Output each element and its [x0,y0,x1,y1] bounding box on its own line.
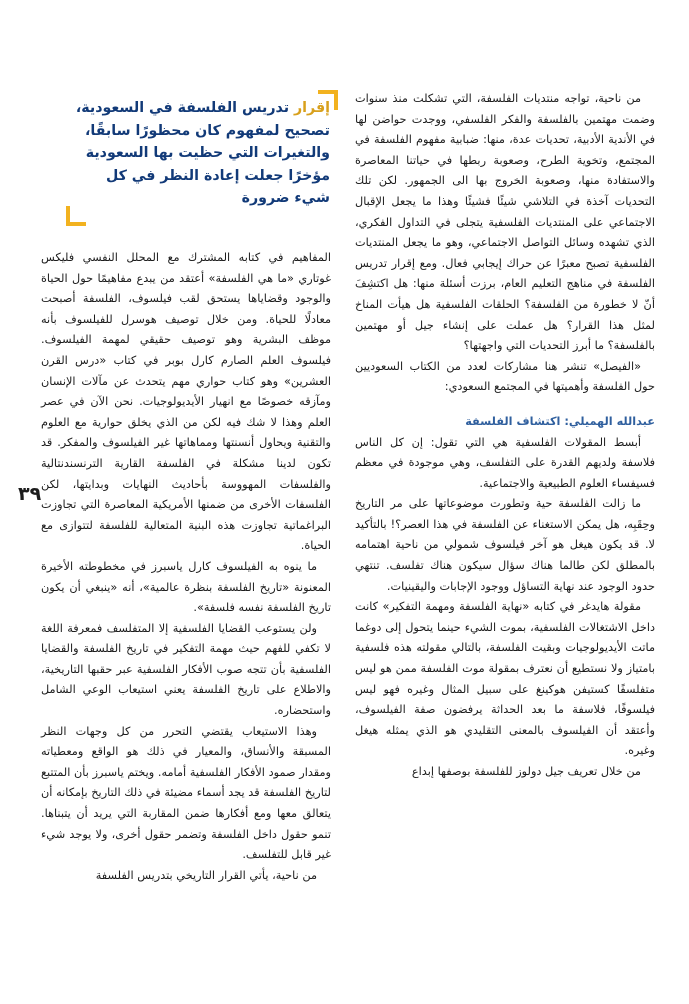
paragraph: من ناحية، يأتي القرار التاريخي بتدريس الفلسفة [95,868,317,882]
paragraph: ولن يستوعب القضايا الفلسفية إلا المتفلسف فمعرفة اللغة لا تكفي للفهم حيث مهمة التفكير في تاريخ الفلسفة والقضايا الفلسفية بأن تتجه صوب الأفكار الفلسفية عبر حقبها التاريخية، والاطلاع على تاريخ الفلسفة يعني استيعاب الوعي الشامل واستحضاره. [41,621,331,718]
paragraph: ما زالت الفلسفة حية وتطورت موضوعاتها على مر التاريخ وحِقَبِه، هل يمكن الاستغناء عن الفلسفة في هذا العصر؟! بالتأكيد لا. قد يكون هيغل هو آخر فيلسوف شمولي من ناحية اهتمامه بالمطلق لكن طالما هناك سؤال سيكون هناك تفلسف. تنتهي حدود الوجود عند نهاية التساؤل ووجود الإجابات واليقينيات. [355,497,655,593]
pull-quote [70,97,330,210]
pull-quote-highlight: إقرار [293,100,330,116]
right-column [355,89,655,783]
paragraph: من ناحية، تواجه منتديات الفلسفة، التي تشكلت منذ سنوات وضمت مهتمين بالفلسفة والفكر الفلسفي، ووجدت حواضن لها في الأندية الأدبية، تحديات عدة، منها: ضبابية مفهوم الفلسفة في المجتمع، وتخوية الطرح، وصعوبة ربطها في حياتنا المعاصرة والاستفادة منها، وصعوبة الخروج بها الى الجمهور. لكن تلك التحديات آخذة في التلاشي شيئًا فشيئًا وهذا ما يجعل الإقبال الاجتماعي على المنتديات الفلسفية يتجلى في التداول الفكري، الذي تشهده وسائل التواصل الاجتماعي، وهو ما يجعل المنتديات الفلسفية تصبح معبرًا عن حراك إيجابي فعال. ومع إقرار تدريس الفلسفة في مناهج التعليم العام، برزت أسئلة منها: هل اكتشِفَ أنّ لا خطورة من الفلسفة؟ الحلقات الفلسفية هل هيأت المناخ لمثل هذا القرار؟ هل عملت على إنشاء جيل أو مهتمين بالفلسفة؟ ما أبرز التحديات التي واجهتها؟ [355,92,655,353]
paragraph: مقولة هايدغر في كتابه «نهاية الفلسفة ومهمة التفكير» كانت داخل الاشتغالات الفلسفية، بموت الشيء حينما يتحول إلى دوغما ماتت الأيديولوجيات وبقيت الفلسفة، بالتالي مقولته هذه فلسفية بامتياز ولا نستطيع أن نعترف بمقولة موت الفلسفة ممن هو ليس متفلسفًا كستيفن هوكينغ على سبيل المثال وغيره فهو ليس فيلسوفًا، فلاسفة ما بعد الحداثة يرفضون صفة الفيلسوف، وأعتقد أن الفيلسوف بالمعنى التقليدي هو الذي يمثله هيغل وغيره. [355,600,655,758]
section-subhead: عبدالله الهميلي: اكتشاف الفلسفة [465,414,655,428]
pull-quote-text: تدريس الفلسفة في السعودية، تصحيح لمفهوم كان محظورًا سابقًا، والتغيرات التي حظيت بها السعودية مؤخرًا جعلت إعادة النظر في كل شيء ضرورة [75,100,330,207]
page-number: ٣٩ [18,483,42,505]
paragraph: من خلال تعريف جيل دولوز للفلسفة بوصفها إبداع [411,765,641,778]
paragraph: «الفيصل» تنشر هنا مشاركات لعدد من الكتاب السعوديين حول الفلسفة وأهميتها في المجتمع السعودي: [355,359,655,394]
left-column [41,248,331,886]
paragraph: وهذا الاستيعاب يقتضي التحرر من كل وجهات النظر المسبقة والأنساق، والمعيار في ذلك هو الواقع ومعطياته ومقدار صمود الأفكار الفلسفية أمامه. ويختم ياسبرز بأن المتتبع لتاريخ الفلسفة قد يجد أسماء مضيئة في ذلك التاريخ بإمكانه أن يتعالق معها ومع أفكارها ضمن المقاربة التي يريد أن يتبناها. تنمو حقول داخل الفلسفة وتضمر حقول أخرى، ولا يوجد شيء غير قابل للتفلسف. [41,724,331,862]
paragraph: المفاهيم في كتابه المشترك مع المحلل النفسي فليكس غوتاري «ما هي الفلسفة» أعتقد من يبدع مفاهيمًا حول الحياة والوجود وقضاياها يستحق لقب فيلسوف، الفلسفة أصبحت معادلًا للحياة. ومن خلال توصيف هوسرل للفيلسوف بأنه موظف البشرية وهو توصيف حقيقي لمهمة الفيلسوف. فيلسوف العلم الصارم كارل بوبر في كتاب «درس القرن العشرين» وهو كتاب حواري مهم يتحدث عن مآلات الإنسان ومآزقه خصوصًا مع انهيار الأيديولوجيات. نحن الآن في عصر العلم وهذا لا شك فيه لكن من الذي يخلق حوارية مع العلوم والتقنية ويحاول أنسنتها ومماهاتها غير الفيلسوف والمفكر. قد تكون لدينا مشكلة في الفلسفة القارية الترنسندنتالية والفلسفات المهووسة بأحاديث النهايات وبدايتها، لكن الفلسفات الأخرى من ضمنها الأمريكية المعاصرة التي تجاوزت البراغماتية تجاوزت هذه البنية المتعالية للفلسفة لتتوازى مع الحياة. [41,251,331,553]
paragraph: ما ينوه به الفيلسوف كارل ياسبرز في مخطوطته الأخيرة المعنونة «تاريخ الفلسفة بنظرة عالمية»، أنه «ينبغي أن يكون تاريخ الفلسفة نفسه فلسفة». [41,559,331,615]
paragraph: أبسط المقولات الفلسفية هي التي تقول: إن كل الناس فلاسفة ولديهم القدرة على التفلسف، وهي موجودة في معظم فسيفساء العلوم الطبيعية والاجتماعية. [355,435,655,490]
